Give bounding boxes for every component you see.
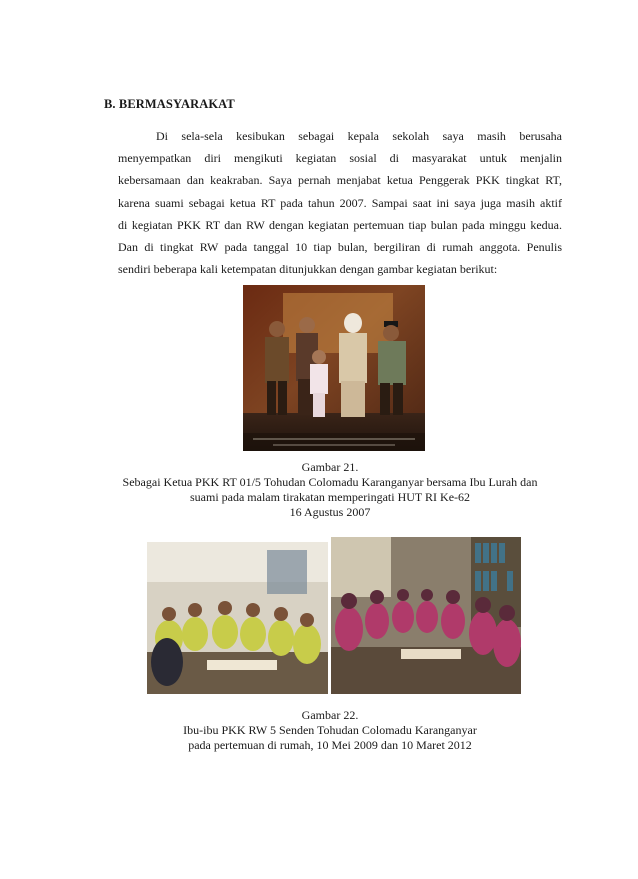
paragraph-line: Dan di tingkat RW pada tanggal 10 tiap bulan, bergiliran di rumah anggota. Penulis <box>118 240 562 255</box>
figure-22-right-photo <box>331 537 521 694</box>
section-heading: B. BERMASYARAKAT <box>104 97 235 111</box>
paragraph-line: menyempatkan diri mengikuti kegiatan sosial di masyarakat untuk menjalin <box>118 151 562 166</box>
paragraph-line: sendiri beberapa kali ketempatan ditunjukkan dengan gambar kegiatan berikut: <box>118 262 498 277</box>
paragraph-line: kebersamaan dan keakraban. Saya pernah menjabat ketua Penggerak PKK tingkat RT, <box>118 173 562 188</box>
caption-line: pada pertemuan di rumah, 10 Mei 2009 dan 10 Maret 2012 <box>188 738 472 752</box>
figure-22-left-photo <box>147 542 328 694</box>
caption-line: 16 Agustus 2007 <box>289 505 371 519</box>
caption-line: Sebagai Ketua PKK RT 01/5 Tohudan Colomadu Karanganyar bersama Ibu Lurah dan <box>122 475 538 489</box>
body-paragraph <box>118 125 562 280</box>
figure-22-caption <box>90 708 570 753</box>
figure-21-caption <box>90 460 570 520</box>
caption-line: Gambar 21. <box>301 460 359 474</box>
paragraph-line: di kegiatan PKK RT dan RW dengan kegiatan pertemuan tiap bulan pada minggu kedua. <box>118 217 562 232</box>
caption-line: suami pada malam tirakatan memperingati HUT RI Ke-62 <box>189 490 471 504</box>
figure-21-photo <box>243 285 425 451</box>
paragraph-line: Di sela-sela kesibukan sebagai kepala sekolah saya masih berusaha <box>156 129 562 143</box>
paragraph-line: karena suami sebagai ketua RT pada tahun 2007. Sampai saat ini saya juga masih aktif <box>118 195 562 210</box>
caption-line: Ibu-ibu PKK RW 5 Senden Tohudan Colomadu Karanganyar <box>183 723 477 737</box>
caption-line: Gambar 22. <box>301 708 359 722</box>
